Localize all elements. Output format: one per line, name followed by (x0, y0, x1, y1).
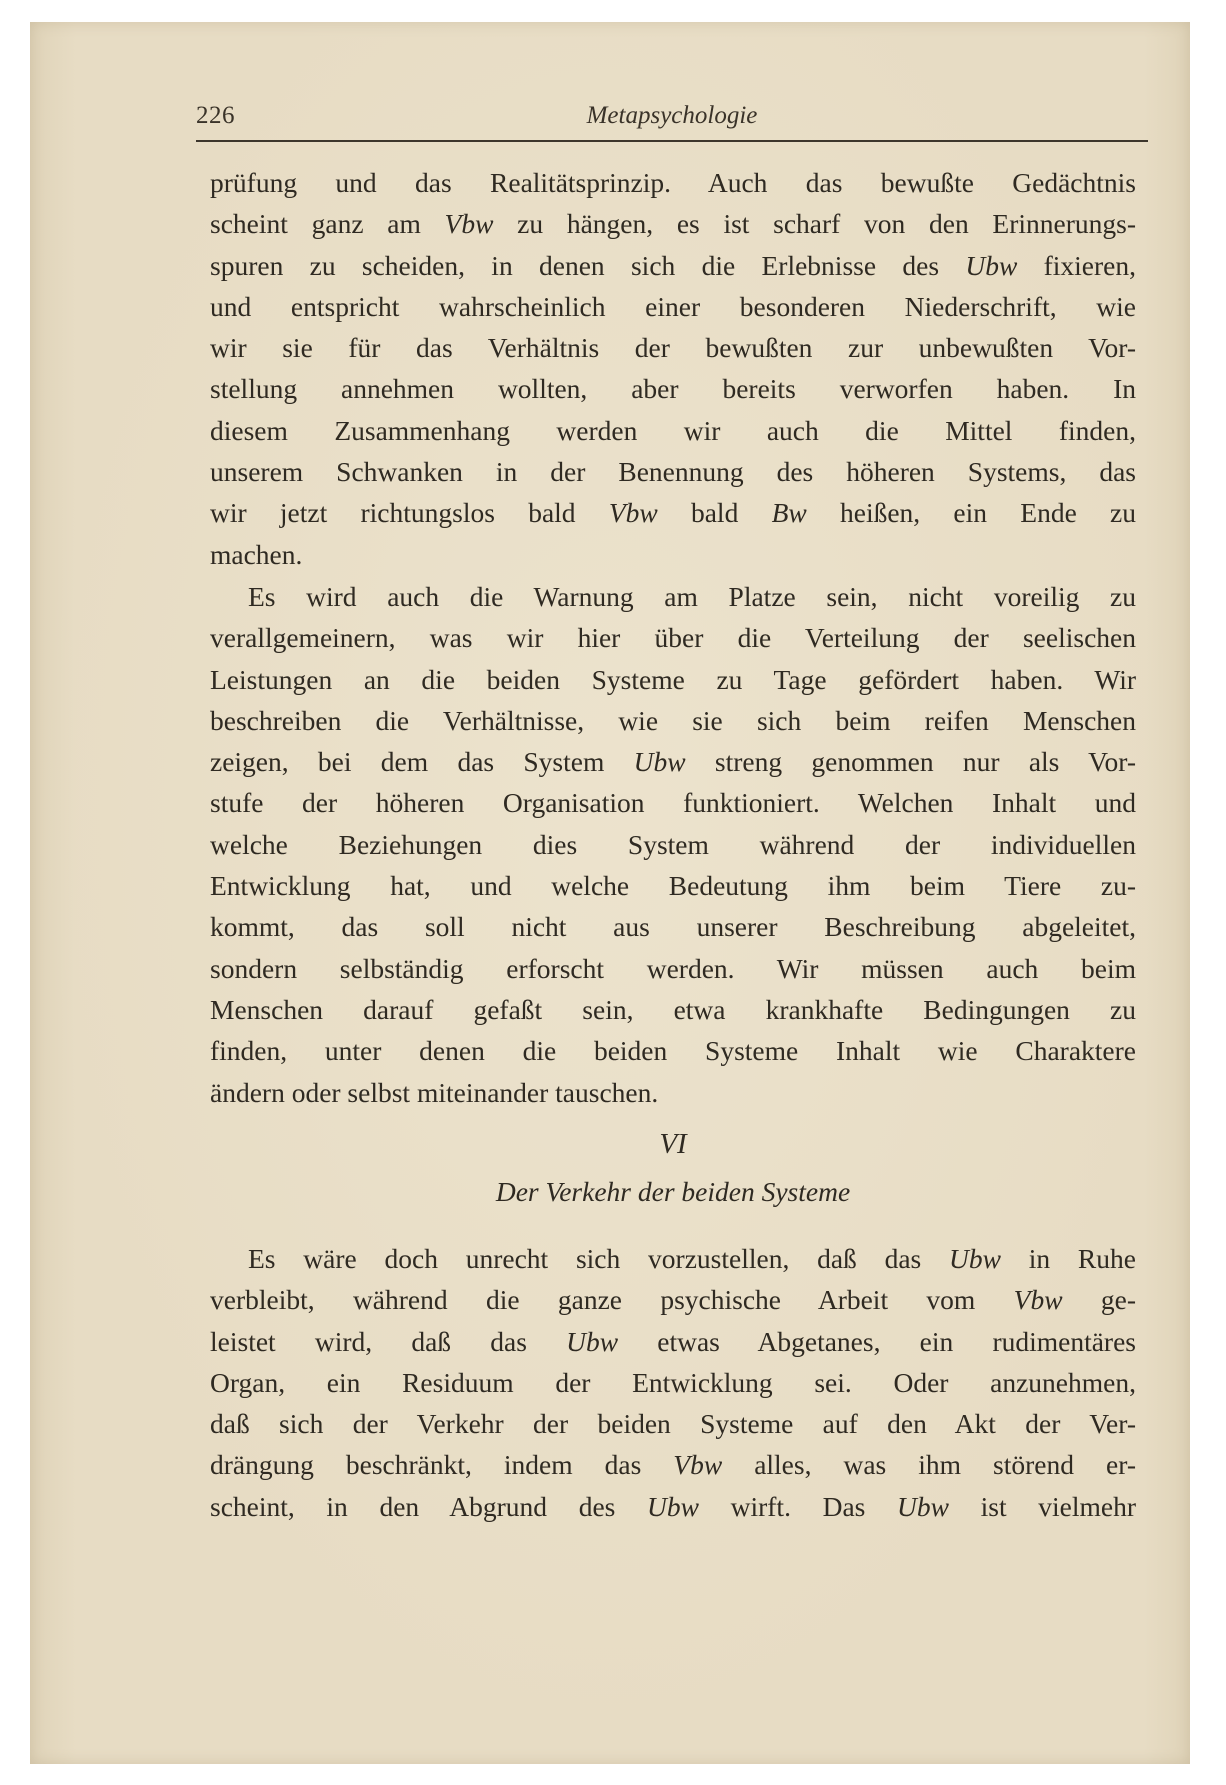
text-line: ändern oder selbst miteinander tauschen. (210, 1076, 659, 1108)
text-line: beschreiben die Verhältnisse, wie sie sich beim reifen Menschen (210, 704, 1136, 736)
section-title: Der Verkehr der beiden Systeme (495, 1176, 851, 1207)
header-rule (196, 140, 1148, 142)
text-line: Es wäre doch unrecht sich vorzustellen, daß das Ubw in Ruhe (248, 1243, 1136, 1274)
text-line: kommt, das soll nicht aus unserer Beschreibung abgeleitet, (210, 911, 1136, 943)
text-line: verbleibt, während die ganze psychische Arbeit vom Vbw ge- (210, 1284, 1136, 1316)
text-line: Menschen darauf gefaßt sein, etwa krankhafte Bedingungen zu (210, 993, 1136, 1025)
text-line: Es wird auch die Warnung am Platze sein, nicht voreilig zu (248, 581, 1136, 612)
text-line: scheint, in den Abgrund des Ubw wirft. Das Ubw ist vielmehr (210, 1490, 1136, 1522)
text-line: welche Beziehungen dies System während der individuellen (210, 828, 1136, 860)
text-line: Organ, ein Residuum der Entwicklung sei. Oder anzunehmen, (210, 1366, 1136, 1398)
text-line: unserem Schwanken in der Benennung des höheren Systems, das (210, 456, 1136, 488)
text-line: prüfung und das Realitätsprinzip. Auch das bewußte Gedächtnis (210, 167, 1136, 198)
text-line: und entspricht wahrscheinlich einer besonderen Niederschrift, wie (210, 290, 1136, 322)
paragraph-2 (210, 576, 1136, 1113)
text-line: verallgemeinern, was wir hier über die Verteilung der seelischen (210, 622, 1136, 654)
text-line: zeigen, bei dem das System Ubw streng genommen nur als Vor- (210, 746, 1137, 778)
page-header (196, 102, 1148, 142)
text-line: diesem Zusammenhang werden wir auch die Mittel finden, (210, 414, 1136, 446)
text-line: spuren zu scheiden, in denen sich die Erlebnisse des Ubw fixieren, (210, 249, 1136, 281)
text-line: wir jetzt richtungslos bald Vbw bald Bw heißen, ein Ende zu (210, 497, 1137, 529)
text-line: drängung beschränkt, indem das Vbw alles, was ihm störend er- (210, 1449, 1136, 1481)
text-line: daß sich der Verkehr der beiden Systeme auf den Akt der Ver- (210, 1408, 1136, 1440)
text-line: wir sie für das Verhältnis der bewußten zur unbewußten Vor- (210, 332, 1136, 364)
text-line: stellung annehmen wollten, aber bereits verworfen haben. In (210, 373, 1136, 405)
text-line: stufe der höheren Organisation funktioniert. Welchen Inhalt und (210, 787, 1136, 819)
paragraph-1 (210, 162, 1136, 575)
running-title: Metapsychologie (586, 102, 758, 129)
text-line: machen. (210, 538, 303, 570)
text-line: sondern selbständig erforscht werden. Wir müssen auch beim (210, 952, 1136, 984)
text-line: Leistungen an die beiden Systeme zu Tage gefördert haben. Wir (210, 663, 1136, 695)
page-number: 226 (196, 102, 235, 129)
paragraph-3 (210, 1238, 1136, 1527)
text-line: scheint ganz am Vbw zu hängen, es ist scharf von den Erinnerungs- (210, 208, 1136, 240)
text-line: finden, unter denen die beiden Systeme Inhalt wie Charaktere (210, 1035, 1136, 1067)
text-line: leistet wird, daß das Ubw etwas Abgetanes, ein rudimentäres (210, 1325, 1136, 1357)
text-line: Entwicklung hat, und welche Bedeutung ihm beim Tiere zu- (210, 870, 1136, 902)
section-number: VI (659, 1128, 687, 1160)
